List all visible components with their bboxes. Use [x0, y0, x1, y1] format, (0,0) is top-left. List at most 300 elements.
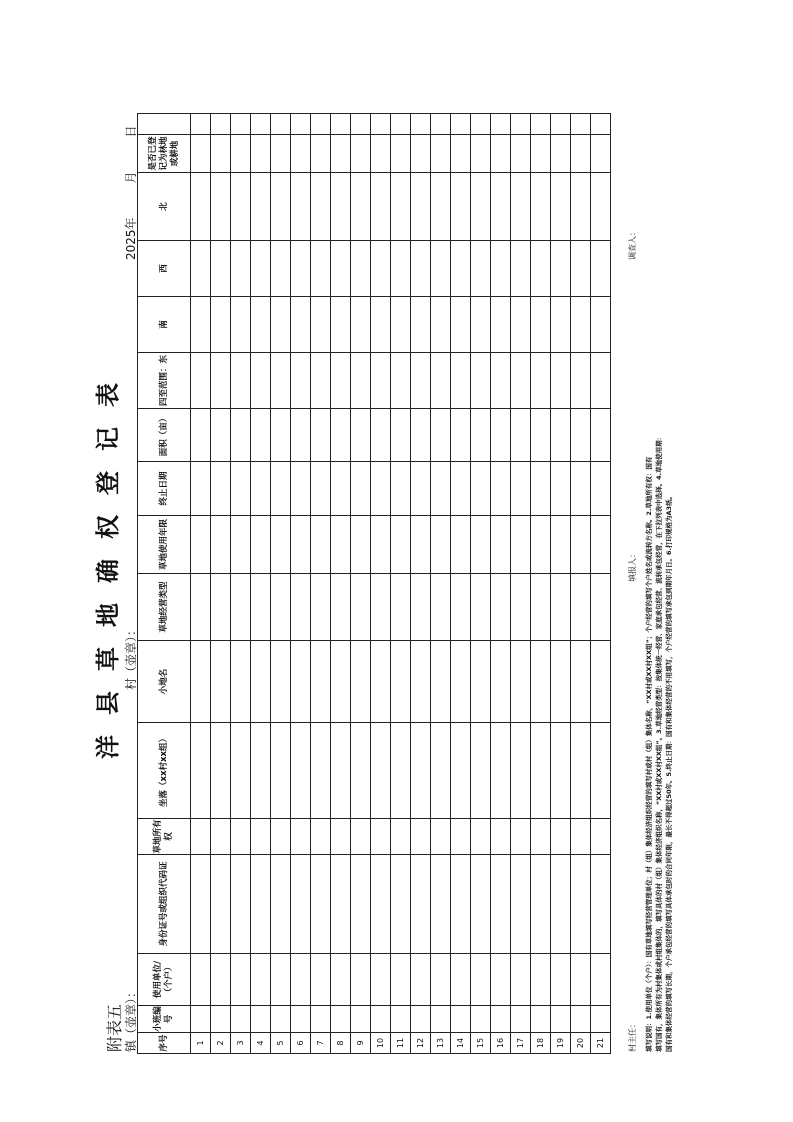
table-cell[interactable] — [331, 819, 351, 855]
table-cell[interactable] — [251, 723, 271, 819]
table-cell[interactable] — [591, 723, 611, 819]
table-cell[interactable] — [471, 114, 491, 135]
table-cell[interactable] — [491, 516, 511, 574]
table-cell[interactable] — [491, 297, 511, 353]
table-cell[interactable] — [511, 855, 531, 954]
table-cell[interactable] — [411, 1006, 431, 1033]
table-cell[interactable] — [491, 241, 511, 297]
table-cell[interactable] — [551, 241, 571, 297]
table-cell[interactable] — [511, 723, 531, 819]
table-cell[interactable] — [451, 819, 471, 855]
table-cell[interactable] — [271, 855, 291, 954]
table-cell[interactable] — [531, 114, 551, 135]
table-cell[interactable] — [571, 241, 591, 297]
table-cell[interactable] — [451, 855, 471, 954]
table-cell[interactable] — [531, 954, 551, 1006]
table-cell[interactable] — [491, 114, 511, 135]
table-cell[interactable] — [231, 574, 251, 641]
table-cell[interactable] — [291, 409, 311, 462]
table-cell[interactable] — [311, 574, 331, 641]
table-cell[interactable] — [331, 516, 351, 574]
table-cell[interactable] — [371, 114, 391, 135]
table-cell[interactable] — [211, 819, 231, 855]
table-cell[interactable] — [371, 409, 391, 462]
table-cell[interactable] — [191, 516, 211, 574]
table-cell[interactable] — [371, 954, 391, 1006]
table-cell[interactable] — [371, 641, 391, 723]
table-cell[interactable] — [231, 135, 251, 173]
table-cell[interactable] — [371, 353, 391, 409]
table-cell[interactable] — [491, 855, 511, 954]
table-cell[interactable] — [411, 516, 431, 574]
table-cell[interactable] — [591, 1006, 611, 1033]
table-cell[interactable] — [211, 954, 231, 1006]
table-cell[interactable] — [331, 135, 351, 173]
table-cell[interactable] — [451, 114, 471, 135]
table-cell[interactable] — [471, 462, 491, 516]
table-cell[interactable] — [231, 1006, 251, 1033]
table-cell[interactable] — [511, 114, 531, 135]
table-cell[interactable] — [231, 114, 251, 135]
table-cell[interactable] — [571, 723, 591, 819]
table-cell[interactable] — [491, 173, 511, 241]
table-cell[interactable] — [511, 241, 531, 297]
table-cell[interactable] — [311, 723, 331, 819]
table-cell[interactable] — [511, 353, 531, 409]
table-cell[interactable] — [571, 1006, 591, 1033]
table-cell[interactable] — [591, 954, 611, 1006]
table-cell[interactable] — [431, 819, 451, 855]
table-cell[interactable] — [451, 516, 471, 574]
table-cell[interactable] — [411, 409, 431, 462]
table-cell[interactable] — [291, 114, 311, 135]
table-cell[interactable] — [251, 114, 271, 135]
table-cell[interactable] — [351, 954, 371, 1006]
table-cell[interactable] — [571, 114, 591, 135]
table-cell[interactable] — [331, 353, 351, 409]
table-cell[interactable] — [331, 954, 351, 1006]
table-cell[interactable] — [551, 641, 571, 723]
table-cell[interactable] — [211, 241, 231, 297]
table-cell[interactable] — [231, 855, 251, 954]
table-cell[interactable] — [311, 516, 331, 574]
table-cell[interactable] — [511, 135, 531, 173]
table-cell[interactable] — [271, 1006, 291, 1033]
table-cell[interactable] — [491, 723, 511, 819]
table-cell[interactable] — [531, 462, 551, 516]
table-cell[interactable] — [551, 409, 571, 462]
table-cell[interactable] — [191, 353, 211, 409]
table-cell[interactable] — [211, 135, 231, 173]
table-cell[interactable] — [531, 723, 551, 819]
table-cell[interactable] — [451, 409, 471, 462]
table-cell[interactable] — [451, 954, 471, 1006]
table-cell[interactable] — [511, 954, 531, 1006]
table-cell[interactable] — [191, 574, 211, 641]
table-cell[interactable] — [291, 241, 311, 297]
table-cell[interactable] — [351, 297, 371, 353]
table-cell[interactable] — [211, 723, 231, 819]
table-cell[interactable] — [591, 641, 611, 723]
table-cell[interactable] — [391, 353, 411, 409]
table-cell[interactable] — [551, 173, 571, 241]
table-cell[interactable] — [551, 954, 571, 1006]
table-cell[interactable] — [591, 135, 611, 173]
table-cell[interactable] — [251, 954, 271, 1006]
table-cell[interactable] — [511, 574, 531, 641]
table-cell[interactable] — [351, 1006, 371, 1033]
table-cell[interactable] — [331, 641, 351, 723]
table-cell[interactable] — [571, 819, 591, 855]
table-cell[interactable] — [411, 114, 431, 135]
table-cell[interactable] — [411, 954, 431, 1006]
table-cell[interactable] — [591, 409, 611, 462]
table-cell[interactable] — [571, 297, 591, 353]
table-cell[interactable] — [371, 462, 391, 516]
table-cell[interactable] — [591, 574, 611, 641]
table-cell[interactable] — [351, 641, 371, 723]
table-cell[interactable] — [331, 297, 351, 353]
table-cell[interactable] — [471, 954, 491, 1006]
table-cell[interactable] — [531, 819, 551, 855]
table-cell[interactable] — [551, 574, 571, 641]
table-cell[interactable] — [451, 1006, 471, 1033]
table-cell[interactable] — [391, 954, 411, 1006]
table-cell[interactable] — [511, 516, 531, 574]
table-cell[interactable] — [251, 819, 271, 855]
table-cell[interactable] — [471, 135, 491, 173]
table-cell[interactable] — [271, 954, 291, 1006]
table-cell[interactable] — [211, 574, 231, 641]
table-cell[interactable] — [211, 297, 231, 353]
table-cell[interactable] — [291, 173, 311, 241]
table-cell[interactable] — [291, 723, 311, 819]
table-cell[interactable] — [391, 135, 411, 173]
table-cell[interactable] — [291, 353, 311, 409]
table-cell[interactable] — [491, 954, 511, 1006]
table-cell[interactable] — [471, 574, 491, 641]
table-cell[interactable] — [251, 516, 271, 574]
table-cell[interactable] — [531, 297, 551, 353]
table-cell[interactable] — [591, 173, 611, 241]
table-cell[interactable] — [291, 1006, 311, 1033]
table-cell[interactable] — [311, 954, 331, 1006]
table-cell[interactable] — [551, 855, 571, 954]
table-cell[interactable] — [311, 641, 331, 723]
table-cell[interactable] — [251, 135, 271, 173]
table-cell[interactable] — [251, 173, 271, 241]
table-cell[interactable] — [431, 353, 451, 409]
table-cell[interactable] — [371, 855, 391, 954]
table-cell[interactable] — [471, 641, 491, 723]
table-cell[interactable] — [471, 819, 491, 855]
table-cell[interactable] — [471, 297, 491, 353]
table-cell[interactable] — [531, 173, 551, 241]
table-cell[interactable] — [291, 819, 311, 855]
table-cell[interactable] — [491, 1006, 511, 1033]
table-cell[interactable] — [571, 173, 591, 241]
table-cell[interactable] — [531, 135, 551, 173]
table-cell[interactable] — [351, 409, 371, 462]
table-cell[interactable] — [291, 641, 311, 723]
table-cell[interactable] — [451, 641, 471, 723]
table-cell[interactable] — [311, 114, 331, 135]
table-cell[interactable] — [311, 855, 331, 954]
table-cell[interactable] — [251, 241, 271, 297]
table-cell[interactable] — [451, 353, 471, 409]
table-cell[interactable] — [551, 462, 571, 516]
table-cell[interactable] — [211, 462, 231, 516]
table-cell[interactable] — [191, 409, 211, 462]
table-cell[interactable] — [211, 409, 231, 462]
table-cell[interactable] — [451, 723, 471, 819]
table-cell[interactable] — [211, 353, 231, 409]
table-cell[interactable] — [271, 819, 291, 855]
table-cell[interactable] — [191, 173, 211, 241]
table-cell[interactable] — [311, 462, 331, 516]
table-cell[interactable] — [411, 297, 431, 353]
table-cell[interactable] — [331, 173, 351, 241]
table-cell[interactable] — [371, 723, 391, 819]
table-cell[interactable] — [371, 241, 391, 297]
table-cell[interactable] — [471, 1006, 491, 1033]
table-cell[interactable] — [331, 574, 351, 641]
table-cell[interactable] — [471, 353, 491, 409]
table-cell[interactable] — [571, 641, 591, 723]
table-cell[interactable] — [471, 409, 491, 462]
table-cell[interactable] — [431, 855, 451, 954]
table-cell[interactable] — [291, 297, 311, 353]
table-cell[interactable] — [311, 135, 331, 173]
table-cell[interactable] — [431, 1006, 451, 1033]
table-cell[interactable] — [431, 574, 451, 641]
table-cell[interactable] — [431, 114, 451, 135]
table-cell[interactable] — [251, 353, 271, 409]
table-cell[interactable] — [491, 641, 511, 723]
table-cell[interactable] — [271, 173, 291, 241]
table-cell[interactable] — [551, 114, 571, 135]
table-cell[interactable] — [311, 819, 331, 855]
table-cell[interactable] — [551, 723, 571, 819]
table-cell[interactable] — [431, 409, 451, 462]
table-cell[interactable] — [231, 954, 251, 1006]
table-cell[interactable] — [351, 462, 371, 516]
table-cell[interactable] — [411, 241, 431, 297]
table-cell[interactable] — [531, 241, 551, 297]
table-cell[interactable] — [451, 173, 471, 241]
table-cell[interactable] — [431, 641, 451, 723]
table-cell[interactable] — [271, 353, 291, 409]
table-cell[interactable] — [491, 819, 511, 855]
table-cell[interactable] — [371, 516, 391, 574]
table-cell[interactable] — [511, 1006, 531, 1033]
table-cell[interactable] — [531, 1006, 551, 1033]
table-cell[interactable] — [191, 135, 211, 173]
table-cell[interactable] — [271, 135, 291, 173]
table-cell[interactable] — [391, 574, 411, 641]
table-cell[interactable] — [431, 462, 451, 516]
table-cell[interactable] — [471, 723, 491, 819]
table-cell[interactable] — [471, 855, 491, 954]
table-cell[interactable] — [571, 353, 591, 409]
table-cell[interactable] — [271, 409, 291, 462]
table-cell[interactable] — [191, 641, 211, 723]
table-cell[interactable] — [431, 723, 451, 819]
table-cell[interactable] — [231, 462, 251, 516]
table-cell[interactable] — [591, 462, 611, 516]
table-cell[interactable] — [331, 241, 351, 297]
table-cell[interactable] — [411, 855, 431, 954]
table-cell[interactable] — [311, 409, 331, 462]
table-cell[interactable] — [531, 409, 551, 462]
table-cell[interactable] — [431, 241, 451, 297]
table-cell[interactable] — [511, 819, 531, 855]
table-cell[interactable] — [191, 114, 211, 135]
table-cell[interactable] — [371, 173, 391, 241]
table-cell[interactable] — [571, 462, 591, 516]
table-cell[interactable] — [371, 297, 391, 353]
table-cell[interactable] — [211, 641, 231, 723]
table-cell[interactable] — [531, 855, 551, 954]
table-cell[interactable] — [431, 516, 451, 574]
table-cell[interactable] — [391, 1006, 411, 1033]
table-cell[interactable] — [411, 462, 431, 516]
table-cell[interactable] — [571, 855, 591, 954]
table-cell[interactable] — [231, 409, 251, 462]
table-cell[interactable] — [571, 135, 591, 173]
table-cell[interactable] — [551, 135, 571, 173]
table-cell[interactable] — [311, 241, 331, 297]
table-cell[interactable] — [271, 723, 291, 819]
table-cell[interactable] — [351, 723, 371, 819]
table-cell[interactable] — [531, 641, 551, 723]
table-cell[interactable] — [211, 114, 231, 135]
table-cell[interactable] — [251, 641, 271, 723]
table-cell[interactable] — [411, 641, 431, 723]
table-cell[interactable] — [311, 1006, 331, 1033]
table-cell[interactable] — [331, 462, 351, 516]
table-cell[interactable] — [271, 641, 291, 723]
table-cell[interactable] — [391, 462, 411, 516]
table-cell[interactable] — [291, 855, 311, 954]
table-cell[interactable] — [271, 516, 291, 574]
table-cell[interactable] — [411, 819, 431, 855]
table-cell[interactable] — [191, 723, 211, 819]
table-cell[interactable] — [291, 954, 311, 1006]
table-cell[interactable] — [551, 1006, 571, 1033]
table-cell[interactable] — [291, 574, 311, 641]
table-cell[interactable] — [571, 516, 591, 574]
table-cell[interactable] — [451, 462, 471, 516]
table-cell[interactable] — [431, 173, 451, 241]
table-cell[interactable] — [391, 114, 411, 135]
table-cell[interactable] — [591, 819, 611, 855]
table-cell[interactable] — [531, 353, 551, 409]
table-cell[interactable] — [391, 855, 411, 954]
table-cell[interactable] — [511, 409, 531, 462]
table-cell[interactable] — [471, 173, 491, 241]
table-cell[interactable] — [451, 574, 471, 641]
table-cell[interactable] — [231, 723, 251, 819]
table-cell[interactable] — [591, 353, 611, 409]
table-cell[interactable] — [511, 641, 531, 723]
table-cell[interactable] — [231, 173, 251, 241]
table-cell[interactable] — [191, 241, 211, 297]
table-cell[interactable] — [351, 114, 371, 135]
table-cell[interactable] — [371, 819, 391, 855]
table-cell[interactable] — [271, 574, 291, 641]
table-cell[interactable] — [351, 135, 371, 173]
table-cell[interactable] — [271, 241, 291, 297]
table-cell[interactable] — [571, 574, 591, 641]
table-cell[interactable] — [551, 353, 571, 409]
table-cell[interactable] — [231, 297, 251, 353]
table-cell[interactable] — [331, 114, 351, 135]
table-cell[interactable] — [411, 574, 431, 641]
table-cell[interactable] — [411, 353, 431, 409]
table-cell[interactable] — [391, 241, 411, 297]
table-cell[interactable] — [591, 516, 611, 574]
table-cell[interactable] — [431, 135, 451, 173]
table-cell[interactable] — [431, 297, 451, 353]
table-cell[interactable] — [371, 574, 391, 641]
table-cell[interactable] — [291, 516, 311, 574]
table-cell[interactable] — [371, 1006, 391, 1033]
table-cell[interactable] — [211, 855, 231, 954]
table-cell[interactable] — [251, 297, 271, 353]
table-cell[interactable] — [351, 574, 371, 641]
table-cell[interactable] — [431, 954, 451, 1006]
table-cell[interactable] — [511, 173, 531, 241]
table-cell[interactable] — [271, 114, 291, 135]
table-cell[interactable] — [351, 819, 371, 855]
table-cell[interactable] — [191, 1006, 211, 1033]
table-cell[interactable] — [471, 241, 491, 297]
table-cell[interactable] — [331, 855, 351, 954]
table-cell[interactable] — [231, 819, 251, 855]
table-cell[interactable] — [331, 723, 351, 819]
table-cell[interactable] — [191, 819, 211, 855]
table-cell[interactable] — [511, 462, 531, 516]
table-cell[interactable] — [351, 241, 371, 297]
table-cell[interactable] — [411, 723, 431, 819]
table-cell[interactable] — [231, 353, 251, 409]
table-cell[interactable] — [591, 241, 611, 297]
table-cell[interactable] — [391, 723, 411, 819]
table-cell[interactable] — [191, 297, 211, 353]
table-cell[interactable] — [551, 297, 571, 353]
table-cell[interactable] — [591, 114, 611, 135]
table-cell[interactable] — [571, 954, 591, 1006]
table-cell[interactable] — [351, 173, 371, 241]
table-cell[interactable] — [191, 462, 211, 516]
table-cell[interactable] — [491, 409, 511, 462]
table-cell[interactable] — [251, 855, 271, 954]
table-cell[interactable] — [251, 462, 271, 516]
table-cell[interactable] — [451, 297, 471, 353]
table-cell[interactable] — [491, 574, 511, 641]
table-cell[interactable] — [571, 409, 591, 462]
table-cell[interactable] — [411, 173, 431, 241]
table-cell[interactable] — [211, 516, 231, 574]
table-cell[interactable] — [351, 353, 371, 409]
table-cell[interactable] — [451, 241, 471, 297]
table-cell[interactable] — [251, 409, 271, 462]
table-cell[interactable] — [291, 135, 311, 173]
table-cell[interactable] — [271, 462, 291, 516]
table-cell[interactable] — [551, 819, 571, 855]
table-cell[interactable] — [231, 641, 251, 723]
